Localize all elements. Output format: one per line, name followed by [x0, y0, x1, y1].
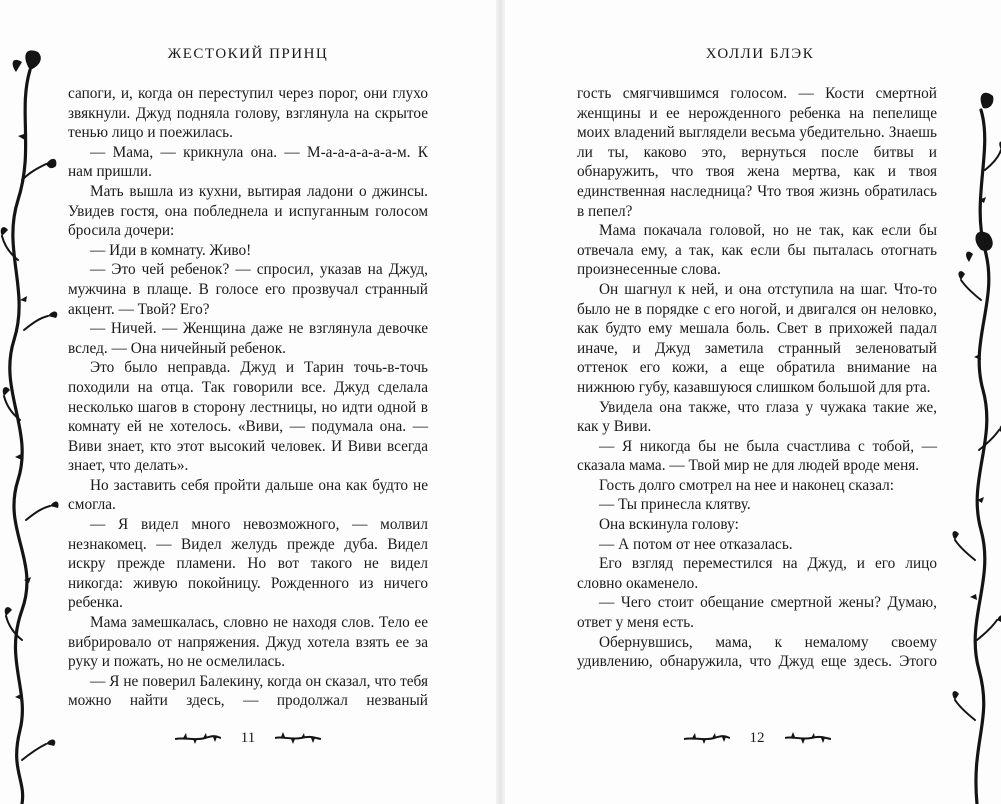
paragraph: — Чего стоит обещание смертной жены? Думаю, ответ у меня есть. — [577, 594, 937, 632]
running-head-book-title: ЖЕСТОКИЙ ПРИНЦ — [167, 46, 329, 62]
left-page-text — [68, 84, 428, 711]
page-footer — [577, 728, 937, 748]
book-gutter — [496, 0, 505, 804]
paragraph: Обернувшись, мама, к немалому своему удивлению, обнаружила, что Джуд еще здесь. Этого — [577, 633, 937, 671]
paragraph: Она вскинула голову: — [599, 516, 739, 534]
left-thorn-vine-illustration — [0, 0, 60, 804]
paragraph: Увидела она также, что глаза у чужака такие же, как у Виви. — [577, 398, 937, 436]
thorn-ornament-icon — [275, 731, 321, 745]
paragraph: Мать вышла из кухни, вытирая ладони о джинсы. Увидев гостя, она побледнела и испуганным голосом бросила дочери: — [68, 182, 428, 240]
running-head-author: ХОЛЛИ БЛЭК — [705, 46, 815, 62]
paragraph: Мама замешкалась, словно не находя слов. Тело ее вибрировало от напряжения. Джуд хотела взять ее за руку и пожать, но не осмелилась. — [68, 614, 428, 671]
right-page-text — [577, 84, 937, 672]
paragraph: — Ты принесла клятву. — [599, 496, 751, 514]
thorn-ornament-icon — [684, 731, 730, 745]
paragraph: Мама покачала головой, но не так, как если бы отвечала ему, а так, как если бы пыталась отогнать произнесенные слова. — [577, 222, 937, 279]
page-number: 11 — [240, 729, 256, 746]
paragraph: Его взгляд переместился на Джуд, и его лицо словно окаменело. — [577, 555, 937, 592]
right-page — [505, 0, 1001, 804]
page-number: 12 — [749, 729, 765, 746]
paragraph: Но заставить себя пройти дальше она как будто не смогла. — [68, 476, 428, 514]
paragraph: — Мама, — крикнула она. — М-а-а-а-а-а-а-м. К нам пришли. — [68, 143, 428, 181]
paragraph: — Я видел много невозможного, — молвил незнакомец. — Видел желудь прежде дуба. Видел искру прежде пламени. Но вот такого не видел никогда: живую покойницу. Рожденного из ничего ребенка. — [68, 516, 428, 612]
paragraph: Это было неправда. Джуд и Тарин точь-в-точь походили на отца. Так говорили все. Джуд сделала несколько шагов в сторону лестницы, но идти одной в комнату ей не хотелось. «Виви, — подумала она. — Виви знает, кто этот высокий человек. И Виви всегда знает, что делать». — [68, 359, 428, 475]
paragraph: — Ничей. — Женщина даже не взглянула девочке вслед. — Она ничейный ребенок. — [68, 320, 428, 357]
paragraph: сапоги, и, когда он переступил через порог, они глухо звякнули. Джуд подняла голову, взглянула на скрытое тенью лицо и поежилась. — [68, 85, 428, 142]
paragraph: — Это чей ребенок? — спросил, указав на Джуд, мужчина в плаще. В голосе его прозвучал странный акцент. — Твой? Его? — [68, 261, 428, 318]
paragraph: — Я не поверил Балекину, когда он сказал, что тебя можно найти здесь, — продолжал незваный — [68, 672, 428, 710]
thorn-ornament-icon — [785, 731, 831, 745]
thorn-ornament-icon — [175, 731, 221, 745]
page-footer — [68, 728, 428, 748]
paragraph: Он шагнул к ней, и она отступила на шаг. Что-то было не в порядке с его ногой, и двигался он неловко, как будто ему мешала боль. Свет в прихожей падал иначе, и Джуд заметила странный зеленоватый оттенок его кожи, а еще обратила внимание на нижнюю губу, казавшуюся слишком большой для рта. — [577, 280, 937, 396]
left-page — [0, 0, 496, 804]
paragraph: Гость долго смотрел на нее и наконец сказал: — [599, 476, 895, 494]
paragraph: — Иди в комнату. Живо! — [90, 241, 252, 259]
paragraph: — Я никогда бы не была счастлива с тобой, — сказала мама. — Твой мир не для людей вроде меня. — [577, 437, 937, 475]
paragraph: гость смягчившимся голосом. — Кости смертной женщины и ее нерожденного ребенка на пепелище моих владений выглядели весьма убедительно. Знаешь ли ты, каково это, вернуться после битвы и обнаружить, что твоя жена мертва, как и твоя единственная наследница? Что твоя жизнь обратилась в пепел? — [577, 85, 937, 220]
paragraph: — А потом от нее отказалась. — [599, 535, 793, 553]
right-thorn-vine-illustration — [941, 0, 1001, 804]
